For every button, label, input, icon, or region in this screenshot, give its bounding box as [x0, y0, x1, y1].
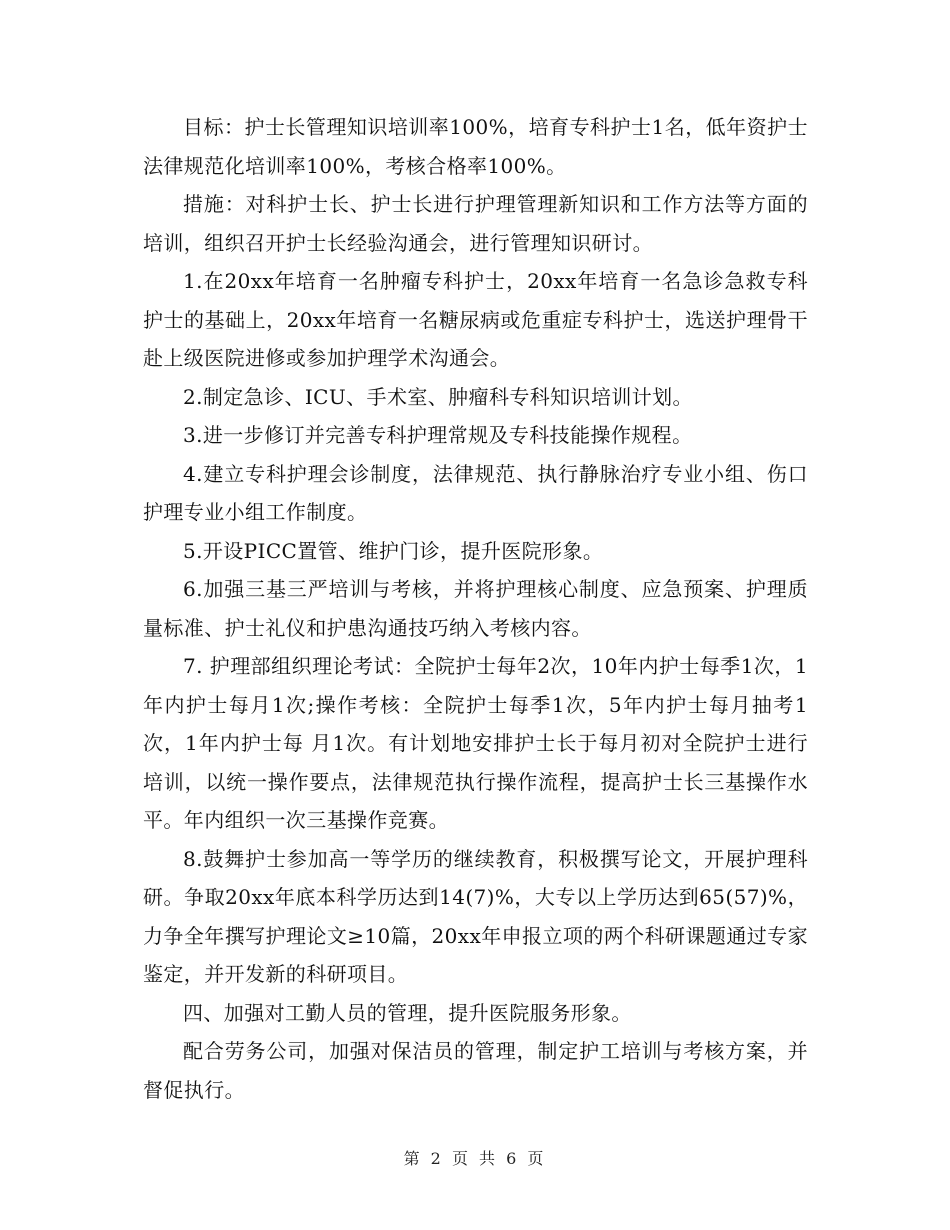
paragraph-item-5: 5.开设PICC置管、维护门诊，提升医院形象。	[183, 538, 604, 563]
paragraph-item-6: 6.加强三基三严培训与考核，并将护理核心制度、应急预案、护理质量标准、护士礼仪和护患沟通技巧纳入考核内容。	[143, 577, 808, 640]
paragraph-measures: 措施：对科护士长、护士长进行护理管理新知识和工作方法等方面的培训，组织召开护士长经验沟通会，进行管理知识研讨。	[143, 192, 808, 255]
section-heading-4: 四、加强对工勤人员的管理，提升医院服务形象。	[183, 1000, 632, 1025]
paragraph-item-8: 8.鼓舞护士参加高一等学历的继续教育，积极撰写论文，开展护理科研。争取20xx年底本科学历达到14(7)%，大专以上学历达到65(57)%，力争全年撰写护理论文≥10篇，20xx年申报立项的两个科研课题通过专家鉴定，并开发新的科研项目。	[143, 846, 808, 986]
document-body	[143, 108, 808, 1109]
paragraph-item-1: 1.在20xx年培育一名肿瘤专科护士，20xx年培育一名急诊急救专科护士的基础上，20xx年培育一名糖尿病或危重症专科护士，选送护理骨干赴上级医院进修或参加护理学术沟通会。	[143, 269, 808, 370]
page-number-footer: 第 2 页 共 6 页	[403, 1149, 547, 1168]
paragraph-item-3: 3.进一步修订并完善专科护理常规及专科技能操作规程。	[183, 423, 693, 447]
paragraph-item-4: 4.建立专科护理会诊制度，法律规范、执行静脉治疗专业小组、伤口护理专业小组工作制度。	[143, 461, 808, 524]
paragraph-cleaning-staff: 配合劳务公司，加强对保洁员的管理，制定护工培训与考核方案，并督促执行。	[143, 1039, 808, 1102]
paragraph-item-7: 7. 护理部组织理论考试：全院护士每年2次，10年内护士每季1次，1年内护士每月1次;操作考核：全院护士每季1次，5年内护士每月抽考1次，1年内护士每 月1次。有计划地安排护士长于每月初对全院护士进行培训，以统一操作要点，法律规范执行操作流程，提高护士长三基操作水平。年内组织一次三基操作竞赛。	[143, 654, 808, 832]
paragraph-item-2: 2.制定急诊、ICU、手术室、肿瘤科专科知识培训计划。	[183, 384, 693, 409]
paragraph-goal: 目标：护士长管理知识培训率100%，培育专科护士1名，低年资护士法律规范化培训率100%，考核合格率100%。	[143, 115, 808, 178]
